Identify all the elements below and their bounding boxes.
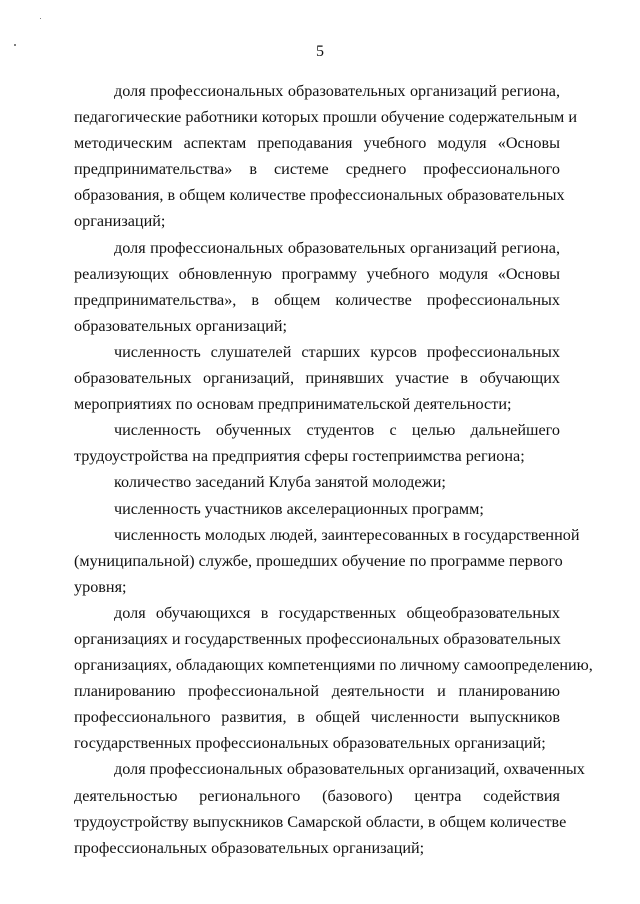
text-line: доля профессиональных образовательных организаций, охваченных xyxy=(114,760,585,779)
text-line: доля профессиональных образовательных организаций региона, xyxy=(114,82,560,100)
text-line: численность участников акселерационных программ; xyxy=(114,499,484,518)
text-line: образовательных организаций, принявших участие в обучающих xyxy=(74,369,560,388)
paragraph xyxy=(74,235,560,339)
text-line: деятельностью регионального (базового) центра содействия xyxy=(74,786,560,805)
text-line: организациях и государственных профессиональных образовательных xyxy=(74,629,561,648)
text-line: организациях, обладающих компетенциями по личному самоопределению, xyxy=(74,656,593,675)
document-body xyxy=(74,78,593,861)
paragraph xyxy=(74,417,560,469)
text-line: численность слушателей старших курсов профессиональных xyxy=(114,342,560,361)
text-line: образования, в общем количестве профессиональных образовательных xyxy=(74,186,565,205)
scan-speck xyxy=(40,18,41,19)
text-line: уровня; xyxy=(74,577,127,596)
text-line: реализующих обновленную программу учебного модуля «Основы xyxy=(74,264,560,283)
text-line: (муниципальной) службе, прошедших обучение по программе первого xyxy=(74,551,563,570)
text-line: организаций; xyxy=(74,212,166,231)
text-line: численность обученных студентов с целью дальнейшего xyxy=(114,421,560,440)
text-line: доля обучающихся в государственных общеобразовательных xyxy=(114,603,560,622)
text-line: педагогические работники которых прошли обучение содержательным и xyxy=(74,108,577,127)
text-line: государственных профессиональных образовательных организаций; xyxy=(74,734,546,753)
text-line: планированию профессиональной деятельности и планированию xyxy=(74,682,560,701)
text-line: профессионального развития, в общей численности выпускников xyxy=(74,708,560,727)
paragraph xyxy=(74,469,560,495)
page-number: 5 xyxy=(316,43,324,60)
paragraph xyxy=(74,339,560,417)
text-line: образовательных организаций; xyxy=(74,316,287,335)
text-line: количество заседаний Клуба занятой молодежи; xyxy=(114,473,446,492)
text-line: предпринимательства», в общем количестве профессиональных xyxy=(74,290,560,309)
paragraph xyxy=(74,600,593,757)
paragraph xyxy=(74,756,585,860)
text-line: доля профессиональных образовательных организаций региона, xyxy=(114,238,560,257)
text-line: профессиональных образовательных организаций; xyxy=(74,838,425,857)
text-line: трудоустройству выпускников Самарской области, в общем количестве xyxy=(74,812,567,831)
text-line: предпринимательства» в системе среднего профессионального xyxy=(74,160,560,179)
paragraph xyxy=(74,522,580,600)
text-line: трудоустройства на предприятия сферы гостеприимства региона; xyxy=(74,447,525,466)
text-line: численность молодых людей, заинтересованных в государственной xyxy=(114,525,580,544)
text-line: мероприятиях по основам предпринимательской деятельности; xyxy=(74,395,512,414)
paragraph xyxy=(74,496,560,522)
paragraph xyxy=(74,78,577,235)
text-line: методическим аспектам преподавания учебного модуля «Основы xyxy=(74,134,560,153)
